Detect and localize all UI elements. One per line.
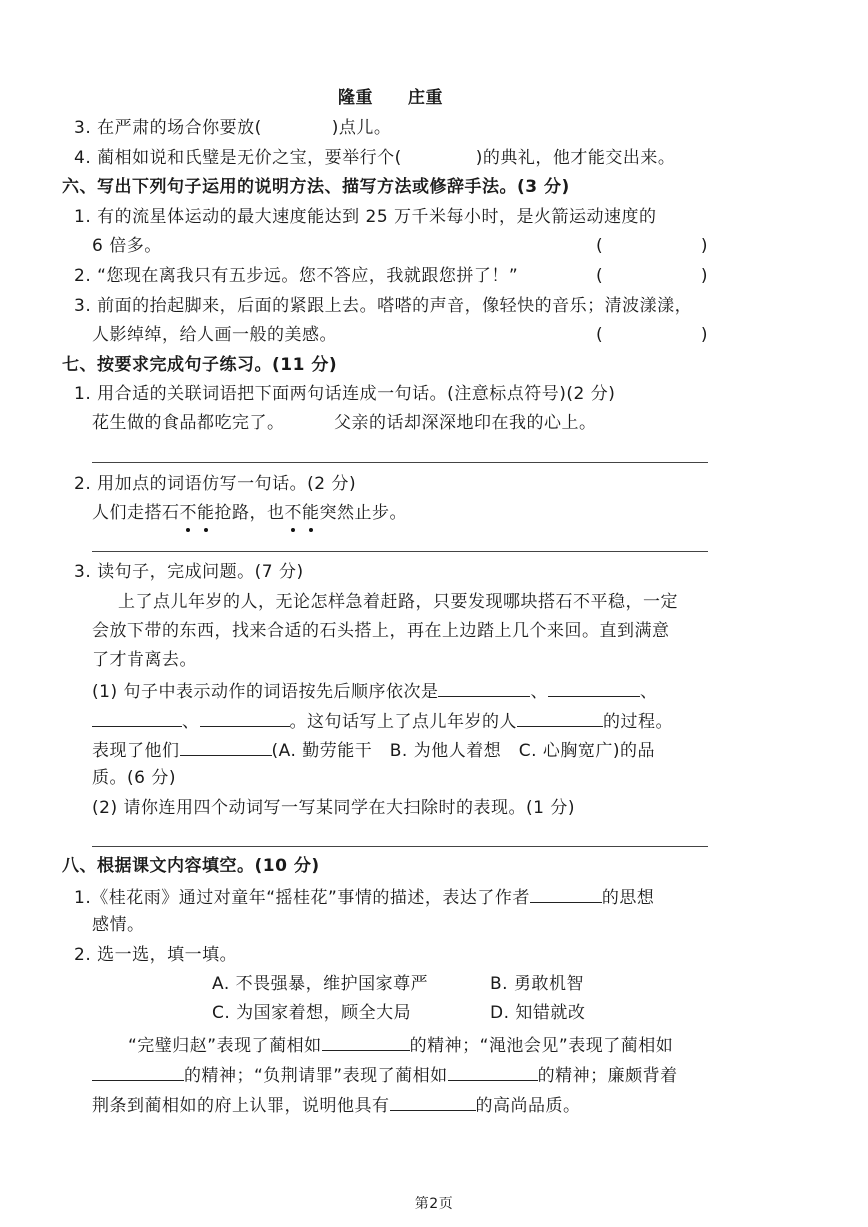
s8-option-a: A. 不畏强暴，维护国家尊严: [212, 974, 429, 994]
s7-q3-sub1-line2: [92, 708, 673, 734]
s8-fill-text: 的精神；“渑池会见”表现了蔺相如: [409, 1036, 674, 1056]
q5-item3-after: )点儿。: [331, 118, 392, 138]
page-number: 第2页: [414, 1196, 454, 1212]
blank-field[interactable]: [438, 678, 530, 697]
s8-fill-text: “完璧归赵”表现了蔺相如: [128, 1036, 322, 1056]
blank-field[interactable]: [390, 1092, 476, 1111]
q2-text-c: 突然止步。: [319, 503, 407, 523]
blank-field[interactable]: [530, 884, 602, 903]
s8-q1-line2: 感情。: [92, 915, 145, 935]
section7-title: 七、按要求完成句子练习。(11 分): [62, 355, 338, 375]
blank-field[interactable]: [92, 708, 182, 727]
section6-title: 六、写出下列句子运用的说明方法、描写方法或修辞手法。(3 分): [62, 177, 570, 197]
s7-q2-sentence: [92, 501, 407, 525]
s7-q3-sub2: (2) 请你连用四个动词写一写某同学在大扫除时的表现。(1 分): [92, 798, 575, 818]
blank-field[interactable]: [180, 737, 272, 756]
s7-q3-sub1-line1: [92, 678, 657, 704]
q5-item4: [74, 146, 675, 170]
sub1-text: 。这句话写上了点儿年岁的人: [289, 712, 517, 732]
s8-fill-text: 的精神；“负荆请罪”表现了蔺相如: [184, 1066, 448, 1086]
s8-fill-text: 的精神；廉颇背着: [537, 1066, 678, 1086]
q2-text-a: 人们走搭石: [92, 503, 180, 523]
dotted-char: 不: [284, 503, 302, 523]
s8-fill-line1: [128, 1032, 673, 1058]
paren-close: ): [700, 266, 708, 286]
s8-option-b: B. 勇敢机智: [490, 974, 584, 994]
q5-item3: [74, 116, 391, 140]
blank-field[interactable]: [200, 708, 290, 727]
s8-q1-text: 1.《桂花雨》通过对童年“摇桂花”事情的描述，表达了作者: [74, 888, 530, 908]
section8-title: 八、根据课文内容填空。(10 分): [62, 856, 320, 876]
paren-open: (: [596, 266, 604, 286]
q5-item3-before: 3. 在严肃的场合你要放(: [74, 118, 262, 138]
blank-field[interactable]: [448, 1062, 538, 1081]
s6-item2: 2. “您现在离我只有五步远。您不答应，我就跟您拼了！”: [74, 266, 519, 286]
s7-q3-sub1-line4: 质。(6 分): [92, 768, 176, 788]
s7-q1-sentence1: 花生做的食品都吃完了。: [92, 413, 285, 433]
s6-item3-line2: 人影绰绰，给人画一般的美感。: [92, 325, 337, 345]
sep: 、: [182, 712, 200, 732]
s8-option-d: D. 知错就改: [490, 1003, 586, 1023]
s7-q3-passage-line3: 了才肯离去。: [92, 650, 197, 670]
paren-open: (: [596, 325, 604, 345]
dotted-char: 能: [302, 503, 320, 523]
sep: 、: [639, 682, 658, 702]
sub1-text: (1) 句子中表示动作的词语按先后顺序依次是: [92, 682, 439, 702]
s7-q3-sub2-answer-line[interactable]: [92, 846, 708, 847]
s7-q3-title: 3. 读句子，完成问题。(7 分): [74, 562, 304, 582]
paren-close: ): [700, 325, 708, 345]
s8-option-c: C. 为国家着想，顾全大局: [212, 1003, 412, 1023]
s7-q2-title: 2. 用加点的词语仿写一句话。(2 分): [74, 474, 357, 494]
s7-q3-sub1-line3: [92, 737, 655, 763]
paren-close: ): [700, 236, 708, 256]
s8-q2-title: 2. 选一选，填一填。: [74, 945, 238, 965]
blank-field[interactable]: [548, 678, 640, 697]
s7-q3-passage-line2: 会放下带的东西，找来合适的石头搭上，再在上边踏上几个来回。直到满意: [92, 621, 670, 641]
s6-item3-line1: 3. 前面的抬起脚来，后面的紧跟上去。嗒嗒的声音，像轻快的音乐；清波漾漾，: [74, 296, 693, 316]
blank-field[interactable]: [517, 708, 603, 727]
blank-field[interactable]: [322, 1032, 410, 1051]
blank-field[interactable]: [92, 1062, 184, 1081]
s6-item2-answer[interactable]: [596, 264, 708, 288]
s6-item1-line2: 6 倍多。: [92, 236, 162, 256]
s8-fill-line3: [92, 1092, 581, 1118]
s7-q2-answer-line[interactable]: [92, 551, 708, 552]
sub1-text: 表现了他们: [92, 741, 180, 761]
dotted-char: 能: [197, 503, 215, 523]
s6-item1-answer[interactable]: [596, 234, 708, 258]
s7-q1-title: 1. 用合适的关联词语把下面两句话连成一句话。(注意标点符号)(2 分): [74, 384, 616, 404]
s7-q3-passage-line1: 上了点儿年岁的人，无论怎样急着赶路，只要发现哪块搭石不平稳，一定: [118, 592, 678, 612]
s7-q1-answer-line[interactable]: [92, 462, 708, 463]
s8-fill-line2: [92, 1062, 678, 1088]
q5-item4-before: 4. 蔺相如说和氏璧是无价之宝，要举行个(: [74, 148, 402, 168]
sub1-text: 的过程。: [603, 712, 673, 732]
s6-item3-answer[interactable]: [596, 323, 708, 347]
dotted-char: 不: [179, 503, 197, 523]
s6-item1-line1: 1. 有的流星体运动的最大速度能达到 25 万千米每小时，是火箭运动速度的: [74, 207, 657, 227]
s8-fill-text: 荆条到蔺相如的府上认罪，说明他具有: [92, 1096, 390, 1116]
q2-text-b: 抢路，也: [214, 503, 285, 523]
s8-fill-text: 的高尚品质。: [475, 1096, 581, 1116]
q5-item4-after: )的典礼，他才能交出来。: [475, 148, 676, 168]
sub1-options: (A. 勤劳能干 B. 为他人着想 C. 心胸宽广)的品: [271, 741, 656, 761]
s7-q1-sentence2: 父亲的话却深深地印在我的心上。: [334, 413, 597, 433]
sep: 、: [530, 682, 548, 702]
s8-q1-text: 的思想: [601, 888, 655, 908]
paren-open: (: [596, 236, 604, 256]
s8-q1-line1: [74, 884, 654, 910]
header-words: 隆重 庄重: [338, 88, 443, 108]
